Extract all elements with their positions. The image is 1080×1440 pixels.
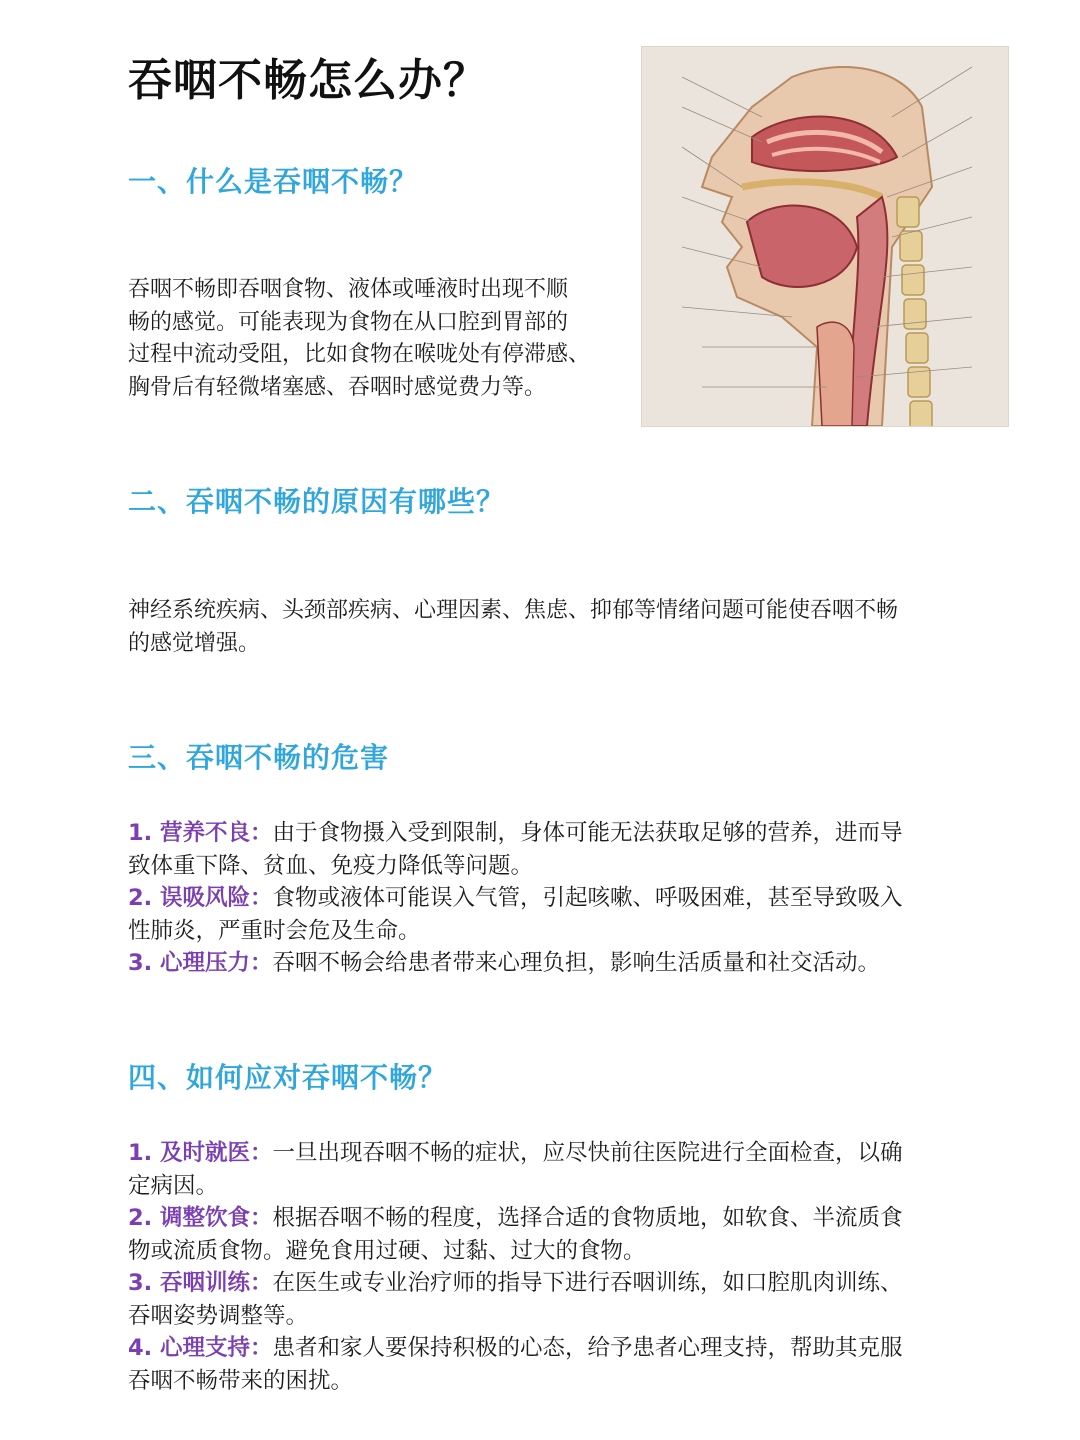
text-line: 胸骨后有轻微堵塞感、吞咽时感觉费力等。 xyxy=(128,374,547,400)
section-heading-what: 一、什么是吞咽不畅？ xyxy=(128,165,419,198)
text-line: 的感觉增强。 xyxy=(128,630,261,656)
text-line: 畅的感觉。可能表现为食物在从口腔到胃部的 xyxy=(128,309,569,335)
item-text: 致体重下降、贫血、免疫力降低等问题。 xyxy=(128,852,534,879)
list-item xyxy=(128,882,1008,947)
item-key: 3. 心理压力： xyxy=(128,950,273,976)
item-text: 食物或液体可能误入气管，引起咳嗽、呼吸困难，甚至导致吸入 xyxy=(272,885,903,911)
page-title: 吞咽不畅怎么办？ xyxy=(128,55,488,106)
item-key: 4. 心理支持： xyxy=(128,1335,273,1361)
item-text: 患者和家人要保持积极的心态，给予患者心理支持，帮助其克服 xyxy=(272,1335,903,1361)
list-item xyxy=(128,1202,1008,1267)
section-body-causes xyxy=(128,595,1008,660)
section-heading-coping: 四、如何应对吞咽不畅？ xyxy=(128,1061,448,1094)
coping-list xyxy=(128,1137,1008,1397)
item-text: 由于食物摄入受到限制，身体可能无法获取足够的营养，进而导 xyxy=(272,820,903,846)
section-body-what xyxy=(128,274,628,404)
item-text: 吞咽不畅会给患者带来心理负担，影响生活质量和社交活动。 xyxy=(272,950,881,976)
item-key: 1. 营养不良： xyxy=(128,820,273,846)
item-text: 定病因。 xyxy=(128,1172,219,1199)
list-item xyxy=(128,1267,1008,1332)
item-key: 2. 调整饮食： xyxy=(128,1205,273,1231)
section-heading-causes: 二、吞咽不畅的原因有哪些？ xyxy=(128,485,506,518)
harms-list xyxy=(128,817,1008,980)
item-text: 性肺炎，严重时会危及生命。 xyxy=(128,917,421,944)
head-neck-anatomy-icon xyxy=(642,47,1008,426)
list-item xyxy=(128,1332,1008,1397)
item-text: 根据吞咽不畅的程度，选择合适的食物质地，如软食、半流质食 xyxy=(272,1205,903,1231)
list-item xyxy=(128,1137,1008,1202)
list-item xyxy=(128,817,1008,882)
item-text: 吞咽姿势调整等。 xyxy=(128,1302,309,1329)
item-text: 物或流质食物。避免食用过硬、过黏、过大的食物。 xyxy=(128,1237,646,1264)
item-text: 在医生或专业治疗师的指导下进行吞咽训练，如口腔肌肉训练、 xyxy=(272,1270,903,1296)
item-text: 一旦出现吞咽不畅的症状，应尽快前往医院进行全面检查，以确 xyxy=(272,1140,903,1166)
text-line: 吞咽不畅即吞咽食物、液体或唾液时出现不顺 xyxy=(128,277,569,302)
item-key: 3. 吞咽训练： xyxy=(128,1270,273,1296)
item-key: 2. 误吸风险： xyxy=(128,885,273,911)
item-key: 1. 及时就医： xyxy=(128,1140,273,1166)
text-line: 过程中流动受阻，比如食物在喉咙处有停滞感、 xyxy=(128,342,591,367)
list-item xyxy=(128,947,1008,980)
anatomy-illustration xyxy=(641,46,1009,427)
text-line: 神经系统疾病、头颈部疾病、心理因素、焦虑、抑郁等情绪问题可能使吞咽不畅 xyxy=(128,598,899,623)
item-text: 吞咽不畅带来的困扰。 xyxy=(128,1367,354,1394)
section-heading-harms: 三、吞咽不畅的危害 xyxy=(128,741,390,774)
